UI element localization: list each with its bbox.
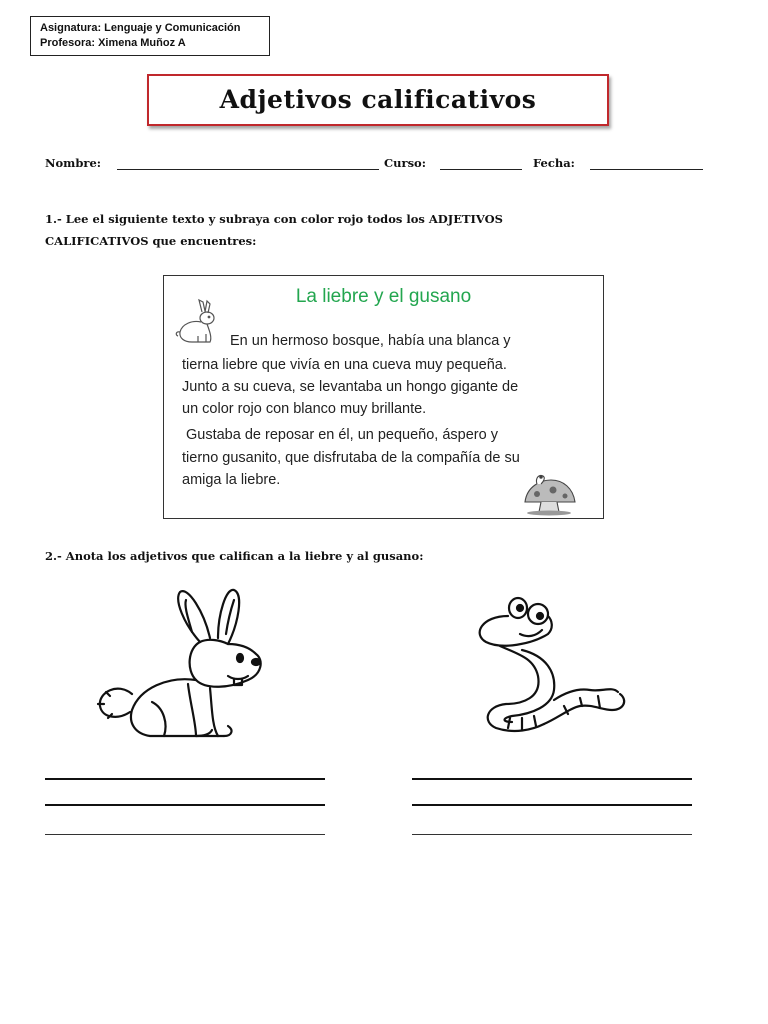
question-2: 2.- Anota los adjetivos que califican a la liebre y al gusano: [45,549,424,563]
answer-line-rabbit-1[interactable] [45,778,325,780]
story-line-1: En un hermoso bosque, había una blanca y [230,333,511,349]
worm-drawing [462,594,642,744]
name-label: Nombre: [45,156,102,170]
date-field[interactable] [590,169,703,170]
course-field[interactable] [440,169,522,170]
question-1-line-2: CALIFICATIVOS que encuentres: [45,234,257,248]
story-title: La liebre y el gusano [295,286,472,307]
teacher-label: Profesora: Ximena Muñoz A [40,37,186,49]
story-line-5: Gustaba de reposar en él, un pequeño, áspero y [186,427,498,443]
course-label: Curso: [384,156,426,170]
mushroom-icon [519,472,579,516]
story-line-7: amiga la liebre. [182,472,281,488]
answer-line-worm-1[interactable] [412,778,692,780]
answer-line-rabbit-3[interactable] [45,834,325,835]
answer-line-rabbit-2[interactable] [45,804,325,806]
story-line-6: tierno gusanito, que disfrutaba de la compañía de su [182,450,520,466]
student-info-row [45,156,705,176]
rabbit-icon [172,298,222,346]
date-label: Fecha: [533,156,575,170]
rabbit-drawing [92,584,272,744]
header-info-box [30,16,270,56]
story-line-2: tierna liebre que vivía en una cueva muy pequeña. [182,357,507,373]
name-field[interactable] [117,169,379,170]
subject-label: Asignatura: Lenguaje y Comunicación [40,22,241,34]
answer-line-worm-3[interactable] [412,834,692,835]
answer-line-worm-2[interactable] [412,804,692,806]
question-1 [45,208,645,252]
page-title: Adjetivos calificativos [147,74,609,126]
story-line-3: Junto a su cueva, se levantaba un hongo gigante de [182,379,519,395]
story-line-4: un color rojo con blanco muy brillante. [182,401,427,417]
question-1-line-1: 1.- Lee el siguiente texto y subraya con color rojo todos los ADJETIVOS [45,212,503,226]
reading-box [163,275,604,519]
